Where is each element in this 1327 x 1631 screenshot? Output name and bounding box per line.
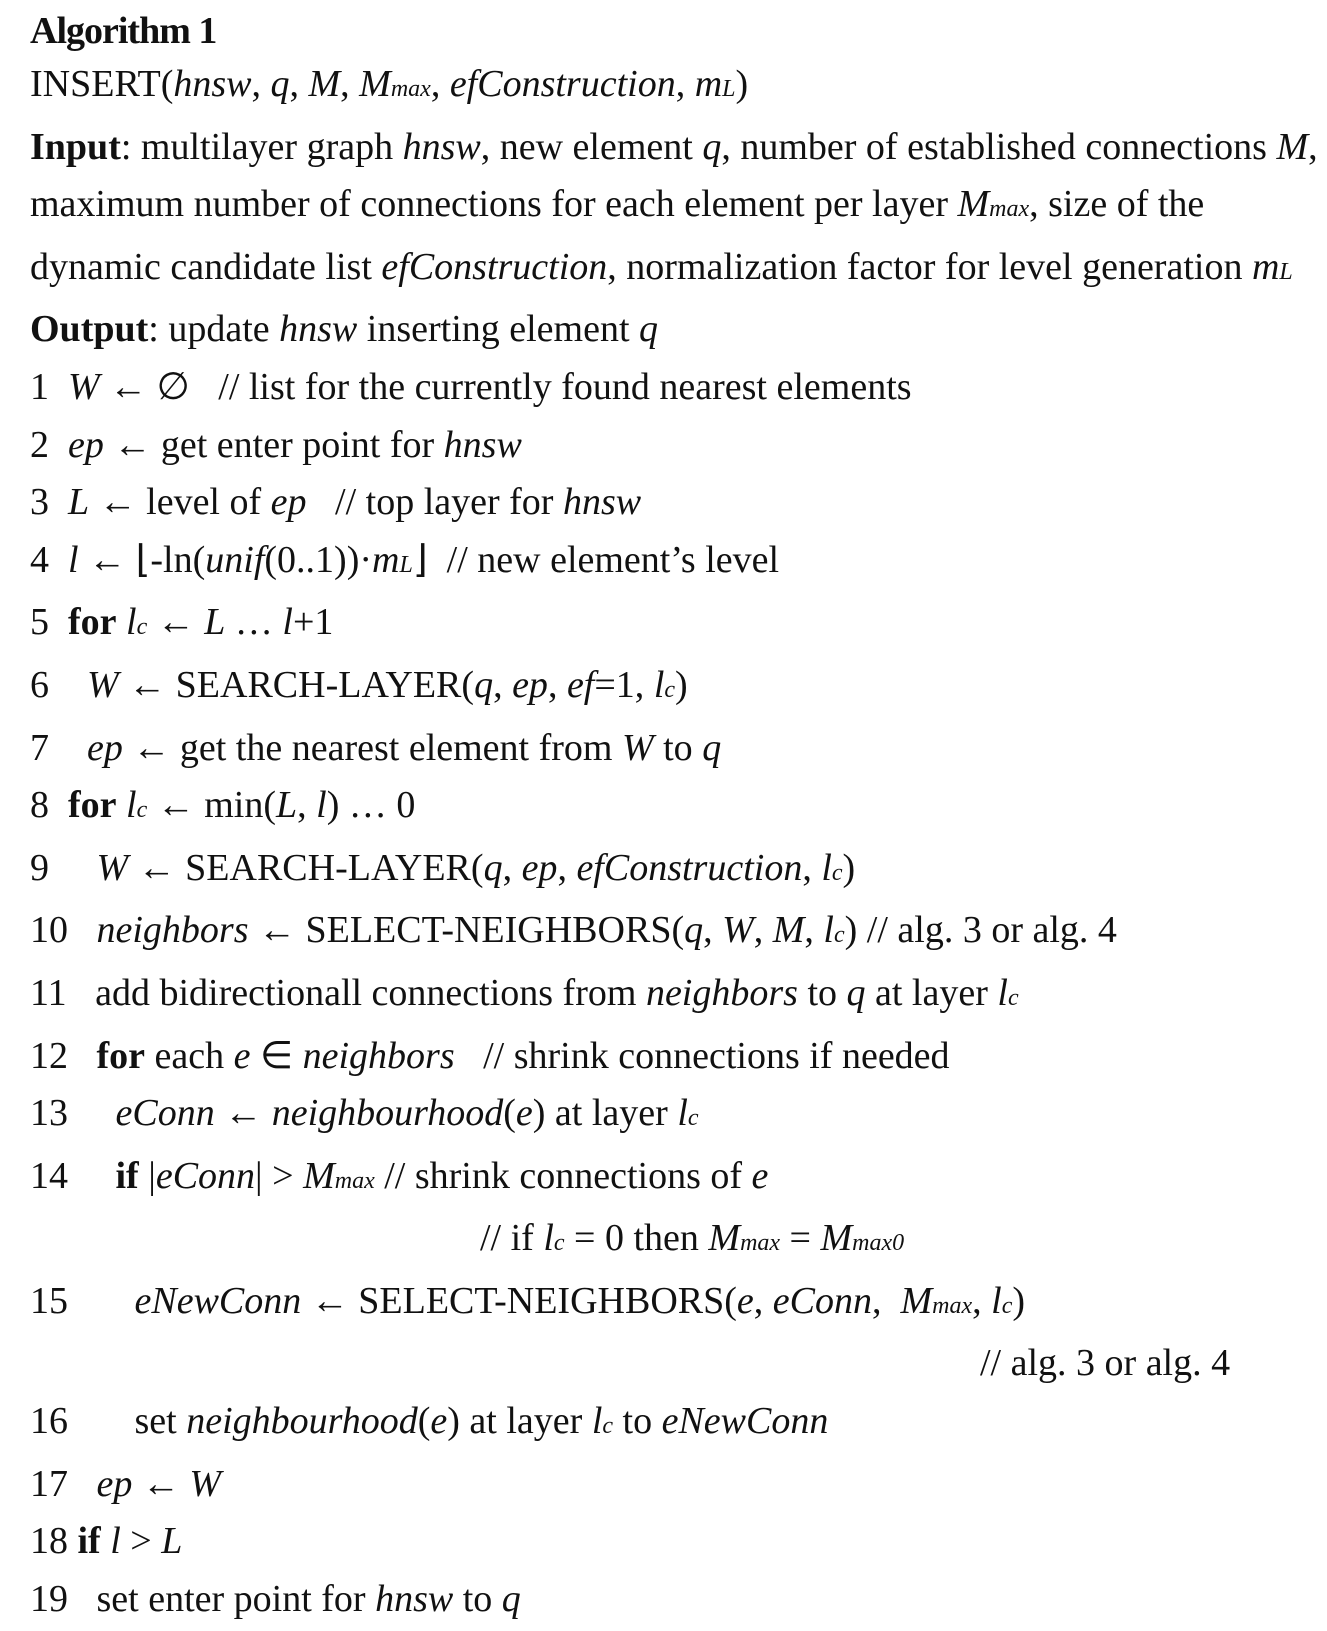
- algo-line-16: 16 set neighbourhood(e) at layer lc to eNewConn: [30, 1400, 829, 1443]
- algo-line-3: 3 L ← level of ep // top layer for hnsw: [30, 481, 642, 524]
- algorithm-output: Output: update hnsw inserting element q: [30, 308, 659, 351]
- algo-line-8: 8 for lc ← min(L, l) … 0: [30, 784, 416, 827]
- algo-line-12: 12 for each e ∈ neighbors // shrink connections if needed: [30, 1034, 950, 1077]
- algo-line-15: 15 eNewConn ← SELECT-NEIGHBORS(e, eConn, Mmax, lc): [30, 1279, 1025, 1322]
- algo-line-10: 10 neighbors ← SELECT-NEIGHBORS(q, W, M, lc) // alg. 3 or alg. 4: [30, 909, 1117, 952]
- output-label: Output: [30, 308, 149, 351]
- algo-line-1: 1 W ← ∅ // list for the currently found nearest elements: [30, 365, 912, 408]
- algorithm-title: Algorithm 1: [30, 10, 217, 52]
- algo-line-11: 11 add bidirectionall connections from neighbors to q at layer lc: [30, 971, 1019, 1014]
- algorithm-input: Input: multilayer graph hnsw, new element q, number of established connections M, maximum number of connections for each element per layer Mmax, size of the dynamic candidate list efConstruction, normalization factor for level generation mL: [30, 125, 1318, 288]
- algo-line-15-comment: // alg. 3 or alg. 4: [980, 1342, 1231, 1385]
- algo-line-13: 13 eConn ← neighbourhood(e) at layer lc: [30, 1092, 699, 1135]
- algo-line-5: 5 for lc ← L … l+1: [30, 601, 334, 644]
- input-label: Input: [30, 125, 121, 168]
- algo-line-2: 2 ep ← get enter point for hnsw: [30, 423, 522, 466]
- algo-line-6: 6 W ← SEARCH-LAYER(q, ep, ef=1, lc): [30, 663, 688, 706]
- algo-line-17: 17 ep ← W: [30, 1462, 222, 1505]
- algo-line-14: 14 if |eConn| > Mmax // shrink connections of e: [30, 1154, 769, 1197]
- algo-line-18: 18 if l > L: [30, 1520, 183, 1563]
- algorithm-signature: INSERT(hnsw, q, M, Mmax, efConstruction, mL): [30, 63, 749, 105]
- algo-line-14-comment: // if lc = 0 then Mmax = Mmax0: [480, 1217, 905, 1260]
- algo-line-7: 7 ep ← get the nearest element from W to q: [30, 726, 722, 769]
- algo-line-19: 19 set enter point for hnsw to q: [30, 1577, 521, 1620]
- algo-line-9: 9 W ← SEARCH-LAYER(q, ep, efConstruction, lc): [30, 846, 856, 889]
- algo-line-4: 4 l ← ⌊-ln(unif(0..1))·mL⌋ // new element’s level: [30, 538, 780, 581]
